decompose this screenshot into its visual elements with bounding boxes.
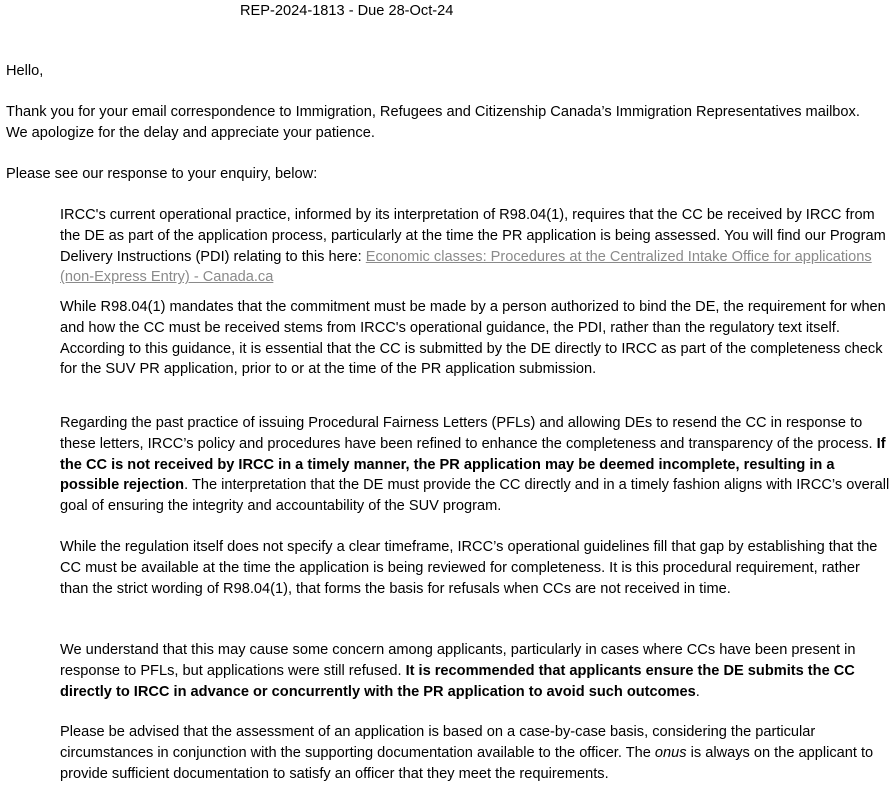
pdi-text: IRCC's current operational practice, informed by its interpretation of R98.04(1), requires that the CC be received by IRCC from the DE as part of the application process, particularly at the time the PR application is being assessed. You will find our Program Delivery Instructions (PDI) relating to this here: xyxy=(60,207,886,265)
thanks-paragraph: Thank you for your email correspondence to Immigration, Refugees and Citizenship Canada’s Immigration Representatives mailbox. We apologize for the delay and appreciate your patience. xyxy=(6,104,860,141)
pfl-bold-statement: If the CC is not received by IRCC in a timely manner, the PR application may be deemed incomplete, resulting in a possible rejection xyxy=(60,435,886,494)
assessment-text-before: Please be advised that the assessment of an application is based on a case-by-case basis, considering the particular circumstances in conjunction with the supporting documentation available to the officer. The xyxy=(60,724,816,761)
recommendation-bold-statement: It is recommended that applicants ensure the DE submits the CC directly to IRCC in advance or concurrently with the PR application to avoid such outcomes xyxy=(60,662,855,700)
intro-line: Please see our response to your enquiry, below: xyxy=(6,166,318,182)
response-paragraph-recommendation xyxy=(60,640,890,702)
response-paragraph-pdi xyxy=(60,205,890,288)
reference-header: REP-2024-1813 - Due 28-Oct-24 xyxy=(240,3,454,19)
pfl-text-before: Regarding the past practice of issuing Procedural Fairness Letters (PFLs) and allowing DEs to resend the CC in response to these letters, IRCC’s policy and procedures have been refined to enhance the completeness and transparency of the process. xyxy=(60,415,877,452)
response-paragraph-timeframe: While the regulation itself does not specify a clear timeframe, IRCC’s operational guidelines fill that gap by establishing that the CC must be available at the time the application is being reviewed for completeness. It is this procedural requirement, rather than the strict wording of R98.04(1), that forms the basis for refusals when CCs are not received in time. xyxy=(60,539,878,597)
pdi-link[interactable]: Economic classes: Procedures at the Centralized Intake Office for applications (non-Express Entry) - Canada.ca xyxy=(60,248,872,286)
recommendation-text-after: . xyxy=(695,683,700,700)
response-paragraph-assessment xyxy=(60,722,890,784)
onus-italic: onus xyxy=(654,744,687,761)
response-paragraph-regulation: While R98.04(1) mandates that the commitment must be made by a person authorized to bind the DE, the requirement for when and how the CC must be received stems from IRCC's operational guidance, the PDI, rather than the regulatory text itself. According to this guidance, it is essential that the CC is submitted by the DE directly to IRCC as part of the completeness check for the SUV PR application, prior to or at the time of the PR application submission. xyxy=(60,299,886,378)
greeting: Hello, xyxy=(6,63,44,79)
recommendation-text-before: We understand that this may cause some concern among applicants, particularly in cases where CCs have been present in response to PFLs, but applications were still refused. xyxy=(60,642,856,679)
response-paragraph-pfl xyxy=(60,413,890,517)
assessment-text-after: is always on the applicant to provide sufficient documentation to satisfy an officer that they meet the requirements. xyxy=(60,744,874,782)
pfl-text-after: . The interpretation that the DE must provide the CC directly and in a timely fashion aligns with IRCC’s overall goal of ensuring the integrity and accountability of the SUV program. xyxy=(60,477,890,515)
